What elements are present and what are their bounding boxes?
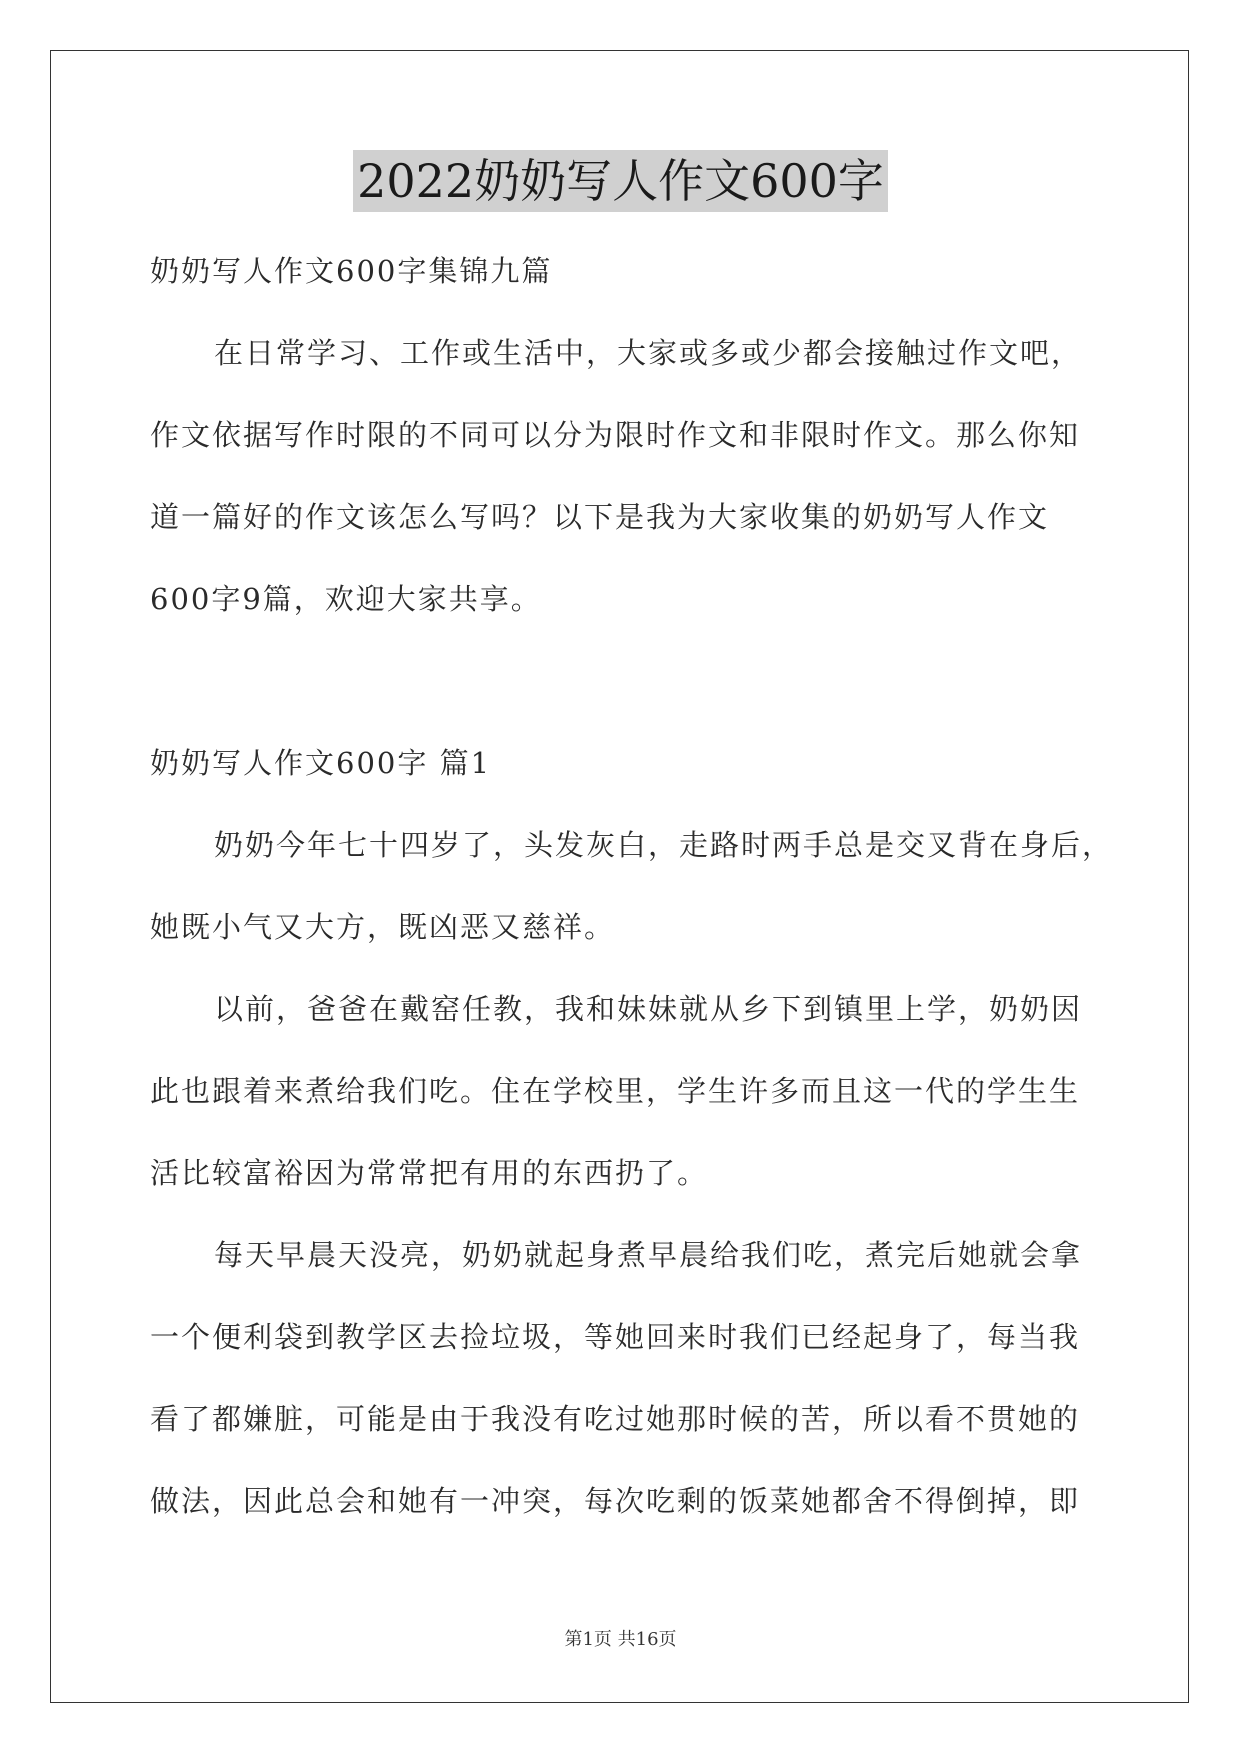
section-heading: 奶奶写人作文600字 篇1 xyxy=(150,746,492,780)
intro-line-4: 600字9篇，欢迎大家共享。 xyxy=(150,582,542,616)
para2-line-2: 此也跟着来煮给我们吃。住在学校里，学生许多而且这一代的学生生 xyxy=(150,1074,1081,1108)
intro-line-2: 作文依据写作时限的不同可以分为限时作文和非限时作文。那么你知 xyxy=(150,418,1081,452)
document-body xyxy=(150,230,1114,1542)
para3-line-3: 看了都嫌脏，可能是由于我没有吃过她那时候的苦，所以看不贯她的 xyxy=(150,1402,1081,1436)
para3-line-1: 每天早晨天没亮，奶奶就起身煮早晨给我们吃，煮完后她就会拿 xyxy=(214,1238,1083,1272)
para1-line-1: 奶奶今年七十四岁了，头发灰白，走路时两手总是交叉背在身后， xyxy=(214,828,1114,862)
para1-line-2: 她既小气又大方，既凶恶又慈祥。 xyxy=(150,910,616,944)
para2-line-3: 活比较富裕因为常常把有用的东西扔了。 xyxy=(150,1156,709,1190)
intro-line-3: 道一篇好的作文该怎么写吗？以下是我为大家收集的奶奶写人作文 xyxy=(150,500,1050,534)
subtitle: 奶奶写人作文600字集锦九篇 xyxy=(150,254,553,288)
blank-line xyxy=(150,640,1100,722)
para3-line-2: 一个便利袋到教学区去捡垃圾，等她回来时我们已经起身了，每当我 xyxy=(150,1320,1081,1354)
intro-line-1: 在日常学习、工作或生活中，大家或多或少都会接触过作文吧， xyxy=(214,336,1083,370)
document-title: 2022奶奶写人作文600字 xyxy=(353,150,888,212)
page-number: 第1页 共16页 xyxy=(564,1629,677,1650)
para2-line-1: 以前，爸爸在戴窑任教，我和妹妹就从乡下到镇里上学，奶奶因 xyxy=(214,992,1083,1026)
title-container xyxy=(0,150,1241,212)
para3-line-4: 做法，因此总会和她有一冲突，每次吃剩的饭菜她都舍不得倒掉，即 xyxy=(150,1484,1081,1518)
